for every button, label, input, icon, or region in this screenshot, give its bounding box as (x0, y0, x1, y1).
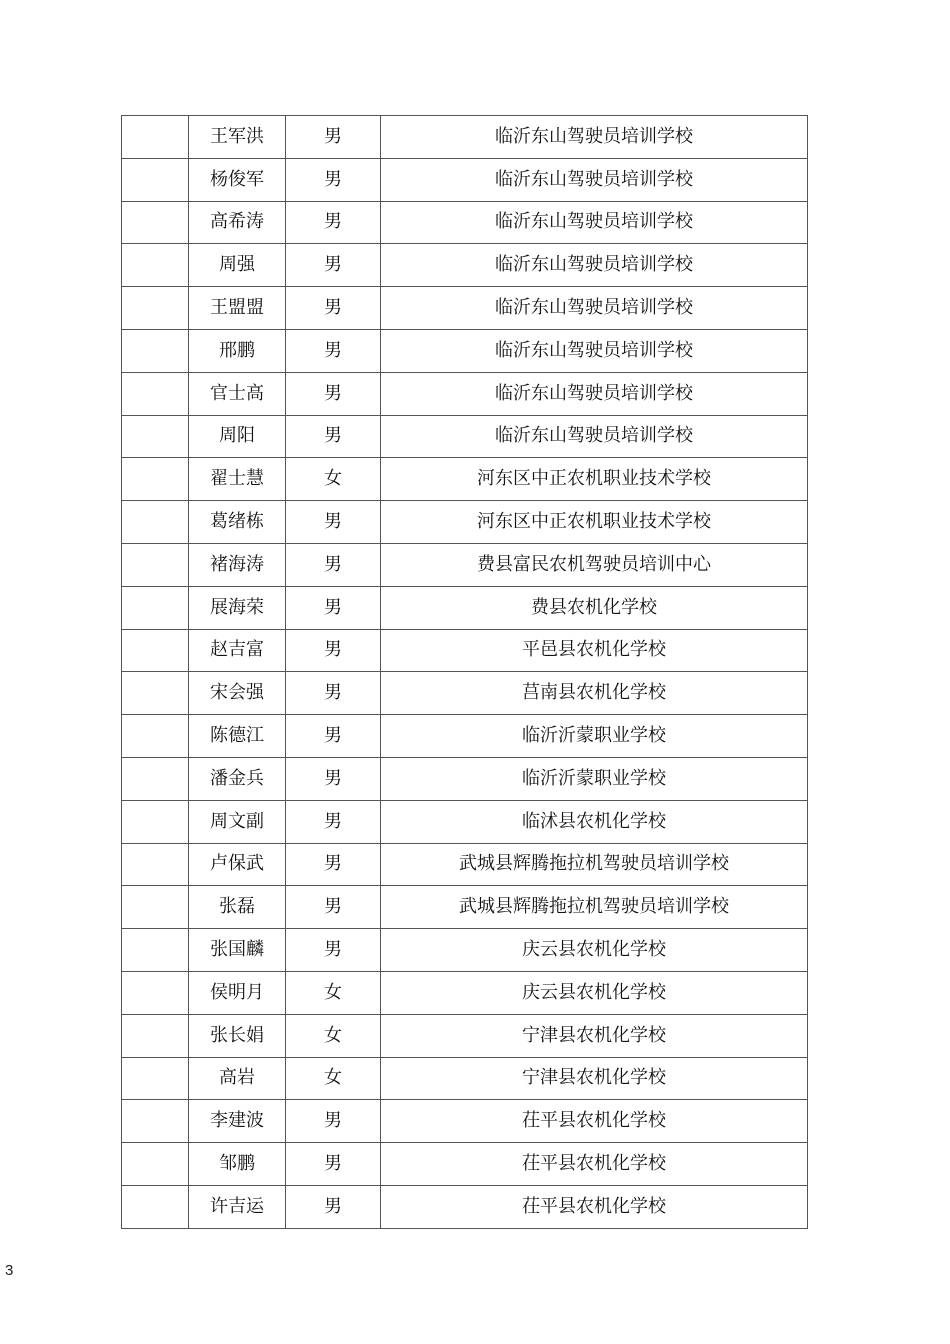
sex-cell: 男 (286, 244, 381, 287)
sex-cell: 女 (286, 1057, 381, 1100)
sex-cell: 男 (286, 543, 381, 586)
name-cell: 葛绪栋 (189, 501, 286, 544)
roster-table (121, 115, 808, 1229)
table-row (122, 543, 808, 586)
table-row (122, 501, 808, 544)
row-index-cell (122, 415, 189, 458)
school-cell: 武城县辉腾拖拉机驾驶员培训学校 (381, 843, 808, 886)
row-index-cell (122, 244, 189, 287)
sex-cell: 男 (286, 629, 381, 672)
school-cell: 临沂东山驾驶员培训学校 (381, 201, 808, 244)
table-row (122, 586, 808, 629)
name-cell: 王军洪 (189, 116, 286, 159)
table-row (122, 843, 808, 886)
name-cell: 张国麟 (189, 929, 286, 972)
row-index-cell (122, 329, 189, 372)
sex-cell: 男 (286, 372, 381, 415)
name-cell: 李建波 (189, 1100, 286, 1143)
school-cell: 临沂东山驾驶员培训学校 (381, 287, 808, 330)
sex-cell: 女 (286, 1014, 381, 1057)
school-cell: 临沂东山驾驶员培训学校 (381, 116, 808, 159)
sex-cell: 男 (286, 586, 381, 629)
row-index-cell (122, 971, 189, 1014)
table-row (122, 287, 808, 330)
school-cell: 临沭县农机化学校 (381, 800, 808, 843)
table-row (122, 886, 808, 929)
name-cell: 许吉运 (189, 1185, 286, 1228)
school-cell: 临沂东山驾驶员培训学校 (381, 415, 808, 458)
sex-cell: 男 (286, 757, 381, 800)
row-index-cell (122, 843, 189, 886)
row-index-cell (122, 715, 189, 758)
table-row (122, 800, 808, 843)
name-cell: 邹鹏 (189, 1143, 286, 1186)
row-index-cell (122, 287, 189, 330)
page-number: 3 (5, 1262, 14, 1279)
school-cell: 临沂沂蒙职业学校 (381, 757, 808, 800)
name-cell: 杨俊军 (189, 158, 286, 201)
sex-cell: 男 (286, 201, 381, 244)
school-cell: 临沂东山驾驶员培训学校 (381, 329, 808, 372)
table-row (122, 116, 808, 159)
table-row (122, 329, 808, 372)
sex-cell: 男 (286, 886, 381, 929)
row-index-cell (122, 158, 189, 201)
row-index-cell (122, 586, 189, 629)
name-cell: 张磊 (189, 886, 286, 929)
row-index-cell (122, 1014, 189, 1057)
row-index-cell (122, 929, 189, 972)
name-cell: 高希涛 (189, 201, 286, 244)
row-index-cell (122, 757, 189, 800)
school-cell: 茌平县农机化学校 (381, 1100, 808, 1143)
school-cell: 莒南县农机化学校 (381, 672, 808, 715)
name-cell: 邢鹏 (189, 329, 286, 372)
row-index-cell (122, 1057, 189, 1100)
row-index-cell (122, 116, 189, 159)
school-cell: 茌平县农机化学校 (381, 1143, 808, 1186)
name-cell: 陈德江 (189, 715, 286, 758)
sex-cell: 女 (286, 458, 381, 501)
sex-cell: 男 (286, 1185, 381, 1228)
table-row (122, 1185, 808, 1228)
table-row (122, 244, 808, 287)
row-index-cell (122, 886, 189, 929)
row-index-cell (122, 372, 189, 415)
sex-cell: 女 (286, 971, 381, 1014)
name-cell: 王盟盟 (189, 287, 286, 330)
school-cell: 费县农机化学校 (381, 586, 808, 629)
row-index-cell (122, 501, 189, 544)
name-cell: 官士高 (189, 372, 286, 415)
table-row (122, 715, 808, 758)
sex-cell: 男 (286, 843, 381, 886)
table-row (122, 372, 808, 415)
table-row (122, 458, 808, 501)
table-row (122, 1100, 808, 1143)
school-cell: 临沂沂蒙职业学校 (381, 715, 808, 758)
name-cell: 展海荣 (189, 586, 286, 629)
school-cell: 庆云县农机化学校 (381, 971, 808, 1014)
name-cell: 卢保武 (189, 843, 286, 886)
row-index-cell (122, 201, 189, 244)
school-cell: 平邑县农机化学校 (381, 629, 808, 672)
school-cell: 临沂东山驾驶员培训学校 (381, 372, 808, 415)
table-row (122, 672, 808, 715)
table-row (122, 1057, 808, 1100)
row-index-cell (122, 1143, 189, 1186)
table-row (122, 158, 808, 201)
school-cell: 临沂东山驾驶员培训学校 (381, 244, 808, 287)
name-cell: 侯明月 (189, 971, 286, 1014)
row-index-cell (122, 543, 189, 586)
name-cell: 张长娟 (189, 1014, 286, 1057)
row-index-cell (122, 458, 189, 501)
school-cell: 河东区中正农机职业技术学校 (381, 458, 808, 501)
sex-cell: 男 (286, 329, 381, 372)
sex-cell: 男 (286, 929, 381, 972)
school-cell: 宁津县农机化学校 (381, 1057, 808, 1100)
name-cell: 周阳 (189, 415, 286, 458)
table-row (122, 971, 808, 1014)
name-cell: 潘金兵 (189, 757, 286, 800)
school-cell: 庆云县农机化学校 (381, 929, 808, 972)
sex-cell: 男 (286, 672, 381, 715)
sex-cell: 男 (286, 1100, 381, 1143)
sex-cell: 男 (286, 800, 381, 843)
table-row (122, 629, 808, 672)
row-index-cell (122, 672, 189, 715)
school-cell: 茌平县农机化学校 (381, 1185, 808, 1228)
name-cell: 周强 (189, 244, 286, 287)
school-cell: 费县富民农机驾驶员培训中心 (381, 543, 808, 586)
table-row (122, 1014, 808, 1057)
sex-cell: 男 (286, 501, 381, 544)
table-row (122, 1143, 808, 1186)
name-cell: 翟士慧 (189, 458, 286, 501)
sex-cell: 男 (286, 415, 381, 458)
table-row (122, 757, 808, 800)
row-index-cell (122, 629, 189, 672)
name-cell: 赵吉富 (189, 629, 286, 672)
sex-cell: 男 (286, 715, 381, 758)
name-cell: 周文副 (189, 800, 286, 843)
table-row (122, 929, 808, 972)
sex-cell: 男 (286, 158, 381, 201)
roster-table-body (122, 116, 808, 1229)
name-cell: 褚海涛 (189, 543, 286, 586)
sex-cell: 男 (286, 1143, 381, 1186)
name-cell: 高岩 (189, 1057, 286, 1100)
table-row (122, 415, 808, 458)
school-cell: 武城县辉腾拖拉机驾驶员培训学校 (381, 886, 808, 929)
sex-cell: 男 (286, 116, 381, 159)
school-cell: 河东区中正农机职业技术学校 (381, 501, 808, 544)
row-index-cell (122, 800, 189, 843)
row-index-cell (122, 1100, 189, 1143)
name-cell: 宋会强 (189, 672, 286, 715)
table-row (122, 201, 808, 244)
row-index-cell (122, 1185, 189, 1228)
school-cell: 临沂东山驾驶员培训学校 (381, 158, 808, 201)
sex-cell: 男 (286, 287, 381, 330)
school-cell: 宁津县农机化学校 (381, 1014, 808, 1057)
